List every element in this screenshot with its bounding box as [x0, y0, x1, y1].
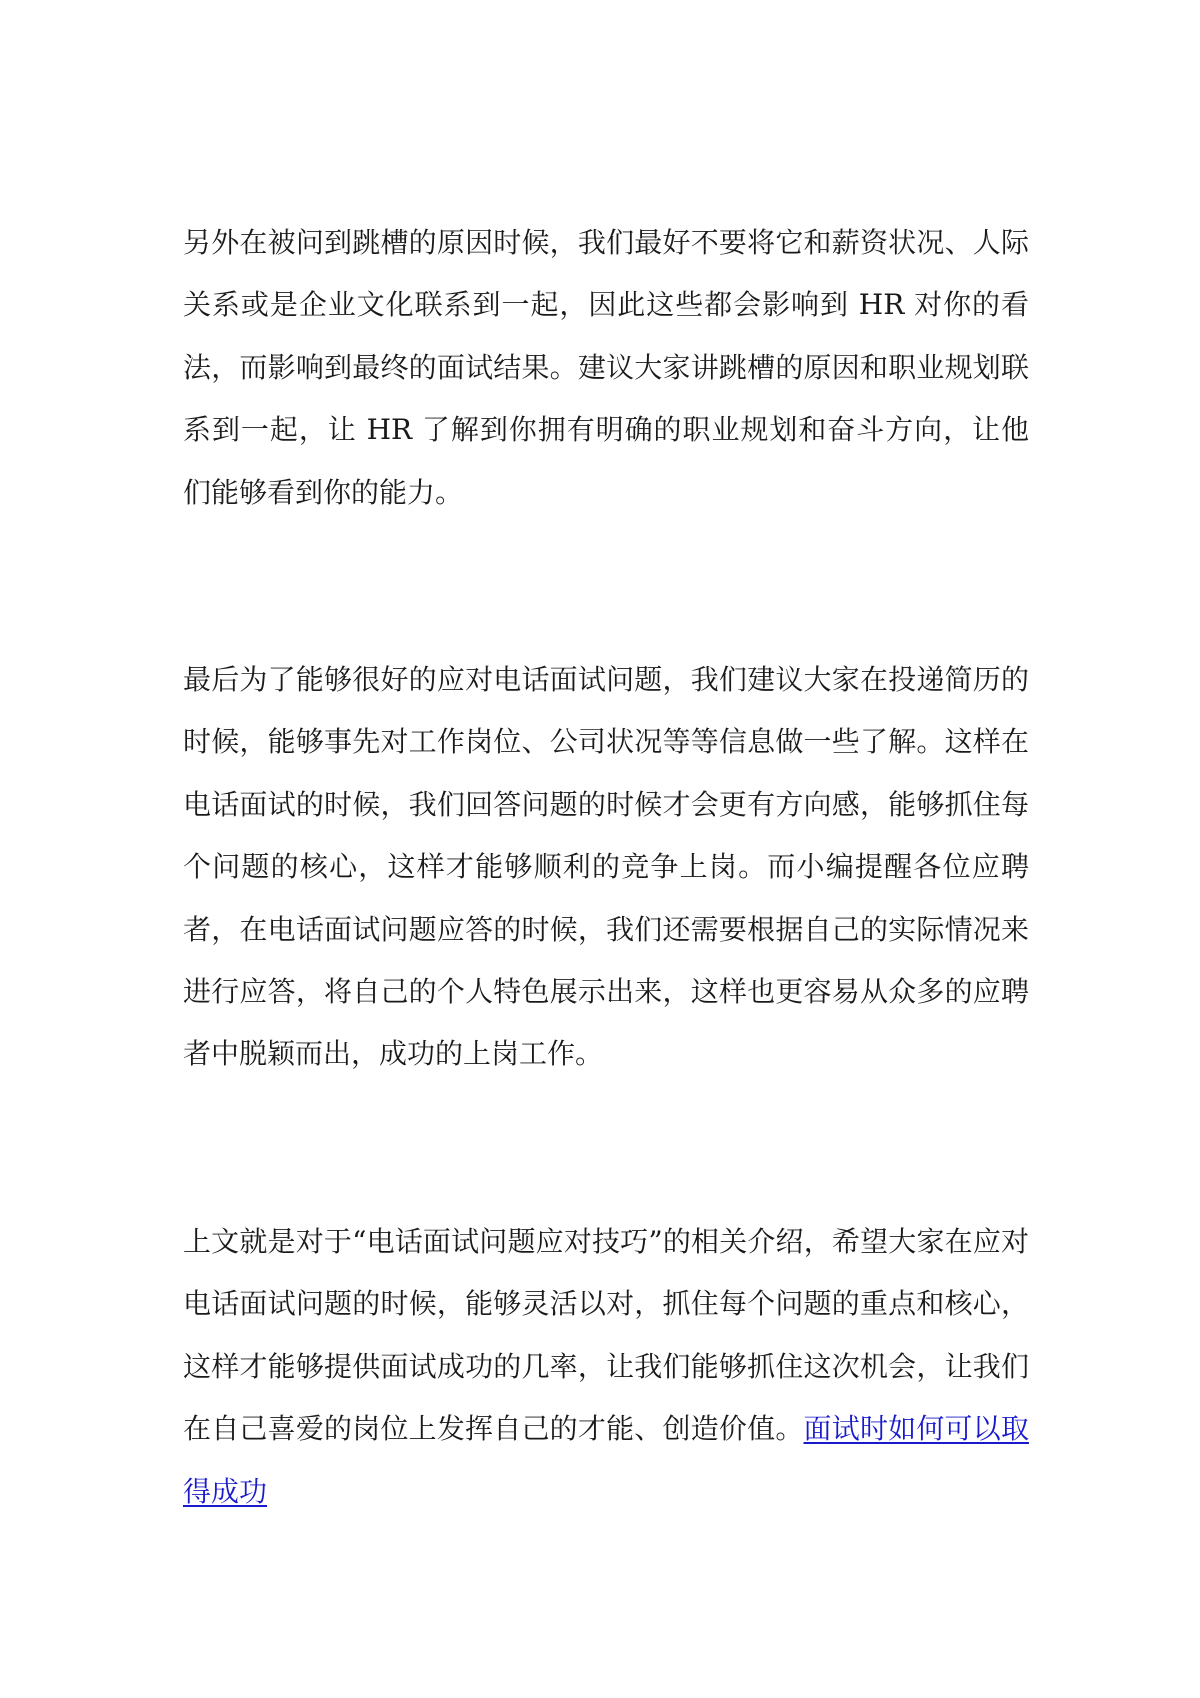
paragraph-text: 上文就是对于“电话面试问题应对技巧”的相关介绍，希望大家在应对电话面试问题的时候，能够灵活以对，抓住每个问题的重点和核心，这样才能够提供面试成功的几率，让我们能够抓住这次机会，让我们在自己喜爱的岗位上发挥自己的才能、创造价值。 [183, 1224, 1029, 1446]
document-body [183, 212, 1029, 1523]
paragraph-phone-interview-preparation [183, 649, 1029, 1086]
related-article-link[interactable]: 面试时如何可以取得成功 [183, 1412, 1029, 1508]
paragraph-text: 另外在被问到跳槽的原因时候，我们最好不要将它和薪资状况、人际关系或是企业文化联系到一起，因此这些都会影响到 HR 对你的看法，而影响到最终的面试结果。建议大家讲跳槽的原因和职业规划联系到一起，让 HR 了解到你拥有明确的职业规划和奋斗方向，让他们能够看到你的能力。 [183, 226, 1029, 509]
paragraph-text: 最后为了能够很好的应对电话面试问题，我们建议大家在投递简历的时候，能够事先对工作岗位、公司状况等等信息做一些了解。这样在电话面试的时候，我们回答问题的时候才会更有方向感，能够抓住每个问题的核心，这样才能够顺利的竞争上岗。而小编提醒各位应聘者，在电话面试问题应答的时候，我们还需要根据自己的实际情况来进行应答，将自己的个人特色展示出来，这样也更容易从众多的应聘者中脱颖而出，成功的上岗工作。 [183, 663, 1029, 1071]
paragraph-conclusion [183, 1211, 1029, 1523]
paragraph-job-hopping-reason [183, 212, 1029, 524]
